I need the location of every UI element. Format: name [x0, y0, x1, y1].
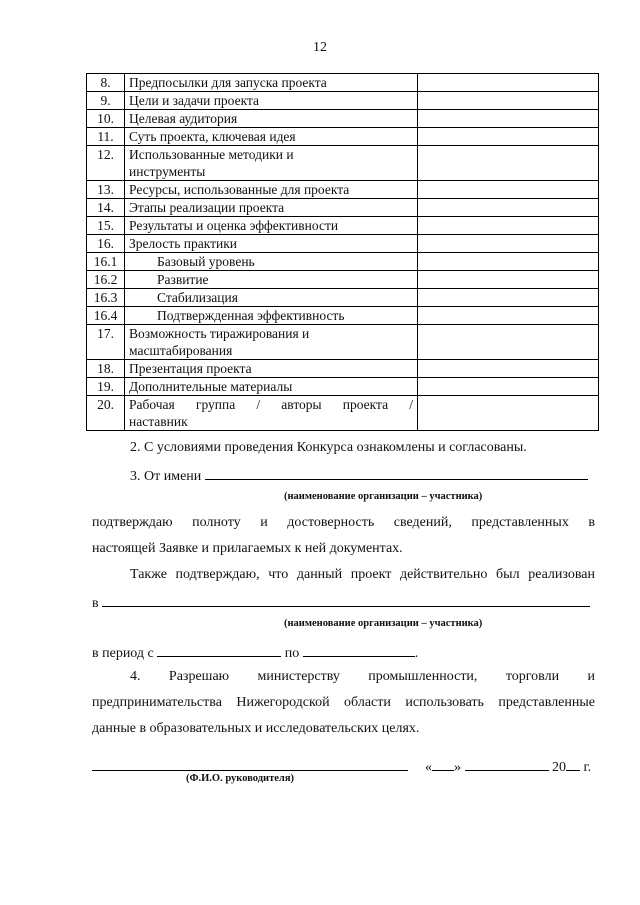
period-line [92, 643, 418, 662]
row-number: 10. [87, 110, 125, 128]
row-name-line: Использованные методики и [129, 147, 294, 162]
table-row [87, 74, 599, 92]
row-name-line: масштабирования [129, 343, 233, 358]
row-name: Стабилизация [125, 289, 418, 307]
row-name: Презентация проекта [125, 360, 418, 378]
table-row [87, 289, 599, 307]
row-value-cell[interactable] [418, 378, 599, 396]
table-row [87, 217, 599, 235]
row-number: 16.2 [87, 271, 125, 289]
row-name: Подтвержденная эффективность [125, 307, 418, 325]
row-number: 18. [87, 360, 125, 378]
row-name: Развитие [125, 271, 418, 289]
row-value-cell[interactable] [418, 146, 599, 181]
on-behalf-prefix: 3. От имени [130, 469, 202, 484]
row-number: 8. [87, 74, 125, 92]
row-number: 15. [87, 217, 125, 235]
row-value-cell[interactable] [418, 271, 599, 289]
row-name-line: Рабочая группа / авторы проекта / [129, 397, 413, 412]
month-field[interactable] [465, 757, 549, 771]
row-number: 16. [87, 235, 125, 253]
signature-date-line [92, 757, 591, 776]
row-value-cell[interactable] [418, 235, 599, 253]
table-row [87, 360, 599, 378]
row-name-line: наставник [129, 414, 188, 429]
row-name: Цели и задачи проекта [125, 92, 418, 110]
implementation-organization-field[interactable] [102, 593, 590, 607]
row-number: 9. [87, 92, 125, 110]
row-name: Этапы реализации проекта [125, 199, 418, 217]
row-value-cell[interactable] [418, 217, 599, 235]
also-confirm-line: Также подтверждаю, что данный проект действительно был реализован [130, 567, 595, 582]
organization-name-field[interactable] [205, 466, 588, 480]
table-row [87, 271, 599, 289]
row-value-cell[interactable] [418, 74, 599, 92]
row-number: 16.1 [87, 253, 125, 271]
conditions-paragraph: 2. С условиями проведения Конкурса ознакомлены и согласованы. [130, 440, 527, 455]
table-row [87, 181, 599, 199]
row-value-cell[interactable] [418, 199, 599, 217]
row-name: Предпосылки для запуска проекта [125, 74, 418, 92]
row-value-cell[interactable] [418, 325, 599, 360]
fio-caption: (Ф.И.О. руководителя) [186, 773, 294, 784]
period-start-field[interactable] [157, 643, 281, 657]
row-number: 20. [87, 396, 125, 431]
implemented-in-line [92, 593, 590, 612]
row-number: 12. [87, 146, 125, 181]
table-row [87, 325, 599, 360]
row-name: Базовый уровень [125, 253, 418, 271]
row-number: 19. [87, 378, 125, 396]
row-number: 14. [87, 199, 125, 217]
permission-line: предпринимательства Нижегородской области использовать представленные [92, 695, 595, 710]
row-name [125, 396, 418, 431]
period-end-punct: . [414, 646, 419, 661]
confirm-line: настоящей Заявке и прилагаемых к ней документах. [92, 541, 403, 556]
table-row [87, 128, 599, 146]
row-value-cell[interactable] [418, 289, 599, 307]
row-value-cell[interactable] [418, 360, 599, 378]
table-row [87, 146, 599, 181]
confirm-line: подтверждаю полноту и достоверность сведений, представленных в [92, 515, 595, 530]
row-name: Зрелость практики [125, 235, 418, 253]
row-value-cell[interactable] [418, 396, 599, 431]
table-row [87, 110, 599, 128]
date-close-quote: » [454, 760, 461, 775]
period-prefix: в период с [92, 646, 154, 661]
row-number: 16.3 [87, 289, 125, 307]
table-row [87, 307, 599, 325]
permission-line: 4. Разрешаю министерству промышленности, торговли и [130, 669, 595, 684]
year-field[interactable] [566, 757, 580, 771]
row-number: 17. [87, 325, 125, 360]
row-value-cell[interactable] [418, 92, 599, 110]
row-number: 16.4 [87, 307, 125, 325]
year-suffix: г. [583, 760, 592, 775]
row-value-cell[interactable] [418, 110, 599, 128]
row-value-cell[interactable] [418, 128, 599, 146]
permission-line: данные в образовательных и исследовательских целях. [92, 721, 420, 736]
row-number: 11. [87, 128, 125, 146]
table-row [87, 253, 599, 271]
row-value-cell[interactable] [418, 181, 599, 199]
row-number: 13. [87, 181, 125, 199]
table-row [87, 396, 599, 431]
year-prefix: 20 [552, 760, 566, 775]
row-name: Результаты и оценка эффективности [125, 217, 418, 235]
row-name-line: Возможность тиражирования и [129, 326, 310, 341]
row-name: Целевая аудитория [125, 110, 418, 128]
row-name: Ресурсы, использованные для проекта [125, 181, 418, 199]
table-row [87, 378, 599, 396]
implemented-in-prefix: в [92, 596, 99, 611]
period-to-label: по [284, 646, 300, 661]
signature-field[interactable] [92, 757, 408, 771]
page-number: 12 [313, 40, 327, 55]
application-table [86, 73, 599, 431]
table-row [87, 235, 599, 253]
row-name [125, 146, 418, 181]
day-field[interactable] [432, 757, 454, 771]
table-row [87, 199, 599, 217]
row-name: Дополнительные материалы [125, 378, 418, 396]
period-end-field[interactable] [303, 643, 415, 657]
row-name [125, 325, 418, 360]
row-value-cell[interactable] [418, 307, 599, 325]
row-name-line: инструменты [129, 164, 206, 179]
table-row [87, 92, 599, 110]
date-open-quote: « [425, 760, 432, 775]
row-name: Суть проекта, ключевая идея [125, 128, 418, 146]
on-behalf-line [130, 466, 588, 485]
organization-caption: (наименование организации – участника) [284, 491, 483, 502]
organization-caption: (наименование организации – участника) [284, 618, 483, 629]
row-value-cell[interactable] [418, 253, 599, 271]
